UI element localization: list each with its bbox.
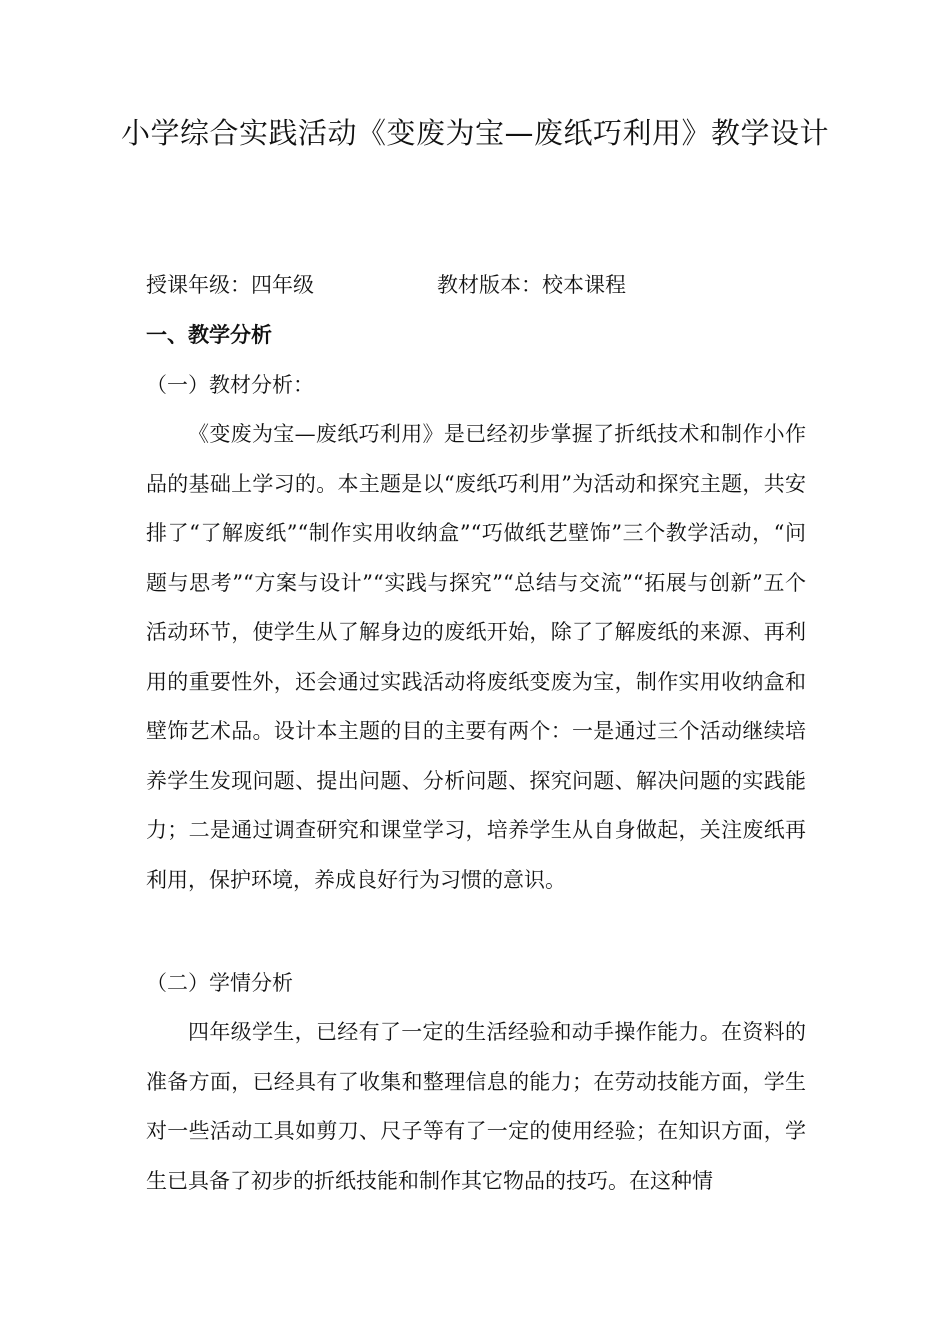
subsection-heading-student-analysis: （二）学情分析 <box>146 971 293 995</box>
section-heading-teaching-analysis: 一、教学分析 <box>146 323 272 347</box>
subsection-heading-textbook-analysis: （一）教材分析： <box>146 373 314 397</box>
paragraph-textbook-analysis: 《变废为宝—废纸巧利用》是已经初步掌握了折纸技术和制作小作品的基础上学习的。本主题是以“废纸巧利用”为活动和探究主题，共安排了“了解废纸”“制作实用收纳盒”“巧做纸艺壁饰”三个教学活动，“问题与思考”“方案与设计”“实践与探究”“总结与交流”“拓展与创新”五个活动环节，使学生从了解身边的废纸开始，除了了解废纸的来源、再利用的重要性外，还会通过实践活动将废纸变废为宝，制作实用收纳盒和壁饰艺术品。设计本主题的目的主要有两个：一是通过三个活动继续培养学生发现问题、提出问题、分析问题、探究问题、解决问题的实践能力；二是通过调查研究和课堂学习，培养学生从自身做起，关注废纸再利用，保护环境，养成良好行为习惯的意识。 <box>146 422 806 892</box>
paragraph-student-analysis: 四年级学生，已经有了一定的生活经验和动手操作能力。在资料的准备方面，已经具有了收集和整理信息的能力；在劳动技能方面，学生对一些活动工具如剪刀、尺子等有了一定的使用经验；在知识方面，学生已具备了初步的折纸技能和制作其它物品的技巧。在这种情 <box>146 1020 806 1193</box>
textbook-info: 教材版本：校本课程 <box>437 273 626 297</box>
document-title: 小学综合实践活动《变废为宝—废纸巧利用》教学设计 <box>120 116 829 150</box>
grade-info: 授课年级：四年级 <box>146 273 314 297</box>
